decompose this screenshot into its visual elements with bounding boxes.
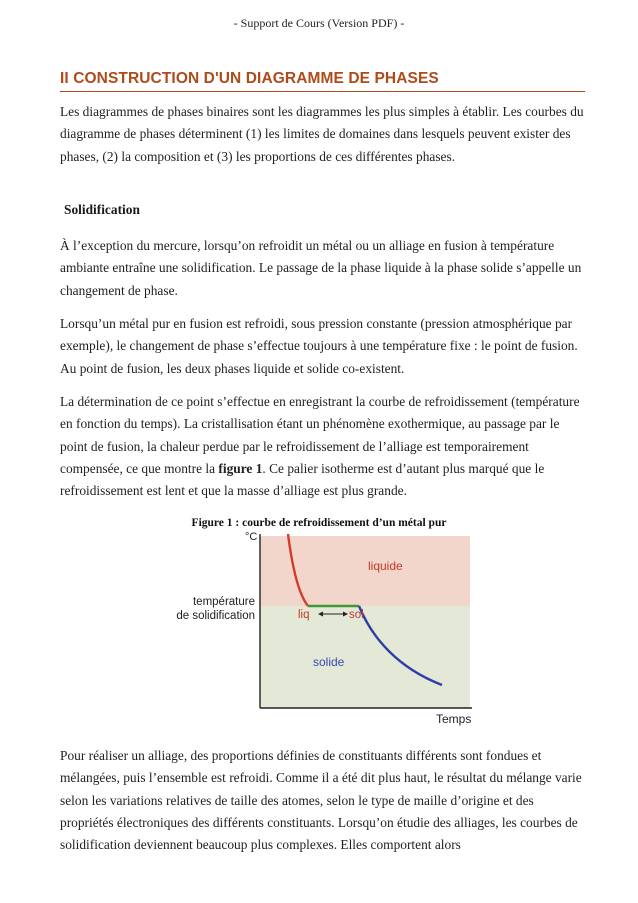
liquid-region-label: liquide xyxy=(368,559,403,573)
figure-1-reference: figure 1 xyxy=(218,460,263,476)
x-axis-label: Temps xyxy=(436,712,472,726)
page-header: - Support de Cours (Version PDF) - xyxy=(233,16,405,30)
paragraph-3 xyxy=(60,391,590,502)
liquid-region xyxy=(260,536,470,606)
y-tick-label-line-2: de solidification xyxy=(176,610,255,622)
paragraph-4: Pour réaliser un alliage, des proportions définies de constituants différents sont fondues et mélangées, puis l’ensemble est refroidi. Comme il a été dit plus haut, le résultat du mélange varie selon les variations relatives de taille des atomes, selon le type de maille d’origine et des propriétés électroniques des différents constituants. Lorsqu’on étudie des alliages, les courbes de solidification deviennent beaucoup plus complexes. Elles comportent alors xyxy=(60,748,582,853)
cooling-curve-figure xyxy=(160,528,480,728)
cooling-curve-svg xyxy=(160,528,480,728)
paragraph-3-text-b: . Ce palier isotherme est d’autant plus marqué que le refroidissement est lent et que la masse d’alliage est plus grande. xyxy=(60,460,545,499)
solid-region-label: solide xyxy=(313,655,345,669)
subheading-solidification: Solidification xyxy=(64,202,140,217)
paragraph-1: À l’exception du mercure, lorsqu’on refroidit un métal ou un alliage en fusion à température ambiante entraîne une solidification. Le passage de la phase liquide à la phase solide s’appelle un changement de phase. xyxy=(60,238,582,298)
figure-caption: Figure 1 : courbe de refroidissement d’un métal pur xyxy=(191,517,447,529)
y-axis-unit: °C xyxy=(245,531,258,543)
liq-label: liq xyxy=(298,609,310,621)
paragraph-2: Lorsqu’un métal pur en fusion est refroidi, sous pression constante (pression atmosphérique par exemple), le changement de phase s’effectue toujours à une température fixe : le point de fusion. Au point de fusion, les deux phases liquide et solide co-existent. xyxy=(60,316,578,376)
y-tick-label-line-1: température xyxy=(192,596,255,608)
section-title: II CONSTRUCTION D'UN DIAGRAMME DE PHASES xyxy=(60,70,585,92)
intro-paragraph: Les diagrammes de phases binaires sont les diagrammes les plus simples à établir. Les courbes du diagramme de phases déterminent (1) les limites de domaines dans lesquels peuvent exister des phases, (2) la composition et (3) les proportions de ces différentes phases. xyxy=(60,104,584,164)
sol-label: sol xyxy=(349,609,364,621)
paragraph-3-text-a: La détermination de ce point s’effectue en enregistrant la courbe de refroidissement (température en fonction du temps). La cristallisation étant un phénomène exothermique, au passage par le point de fusion, la chaleur perdue par le refroidissement de l’alliage est temporairement compensée, ce que montre la xyxy=(60,394,580,476)
